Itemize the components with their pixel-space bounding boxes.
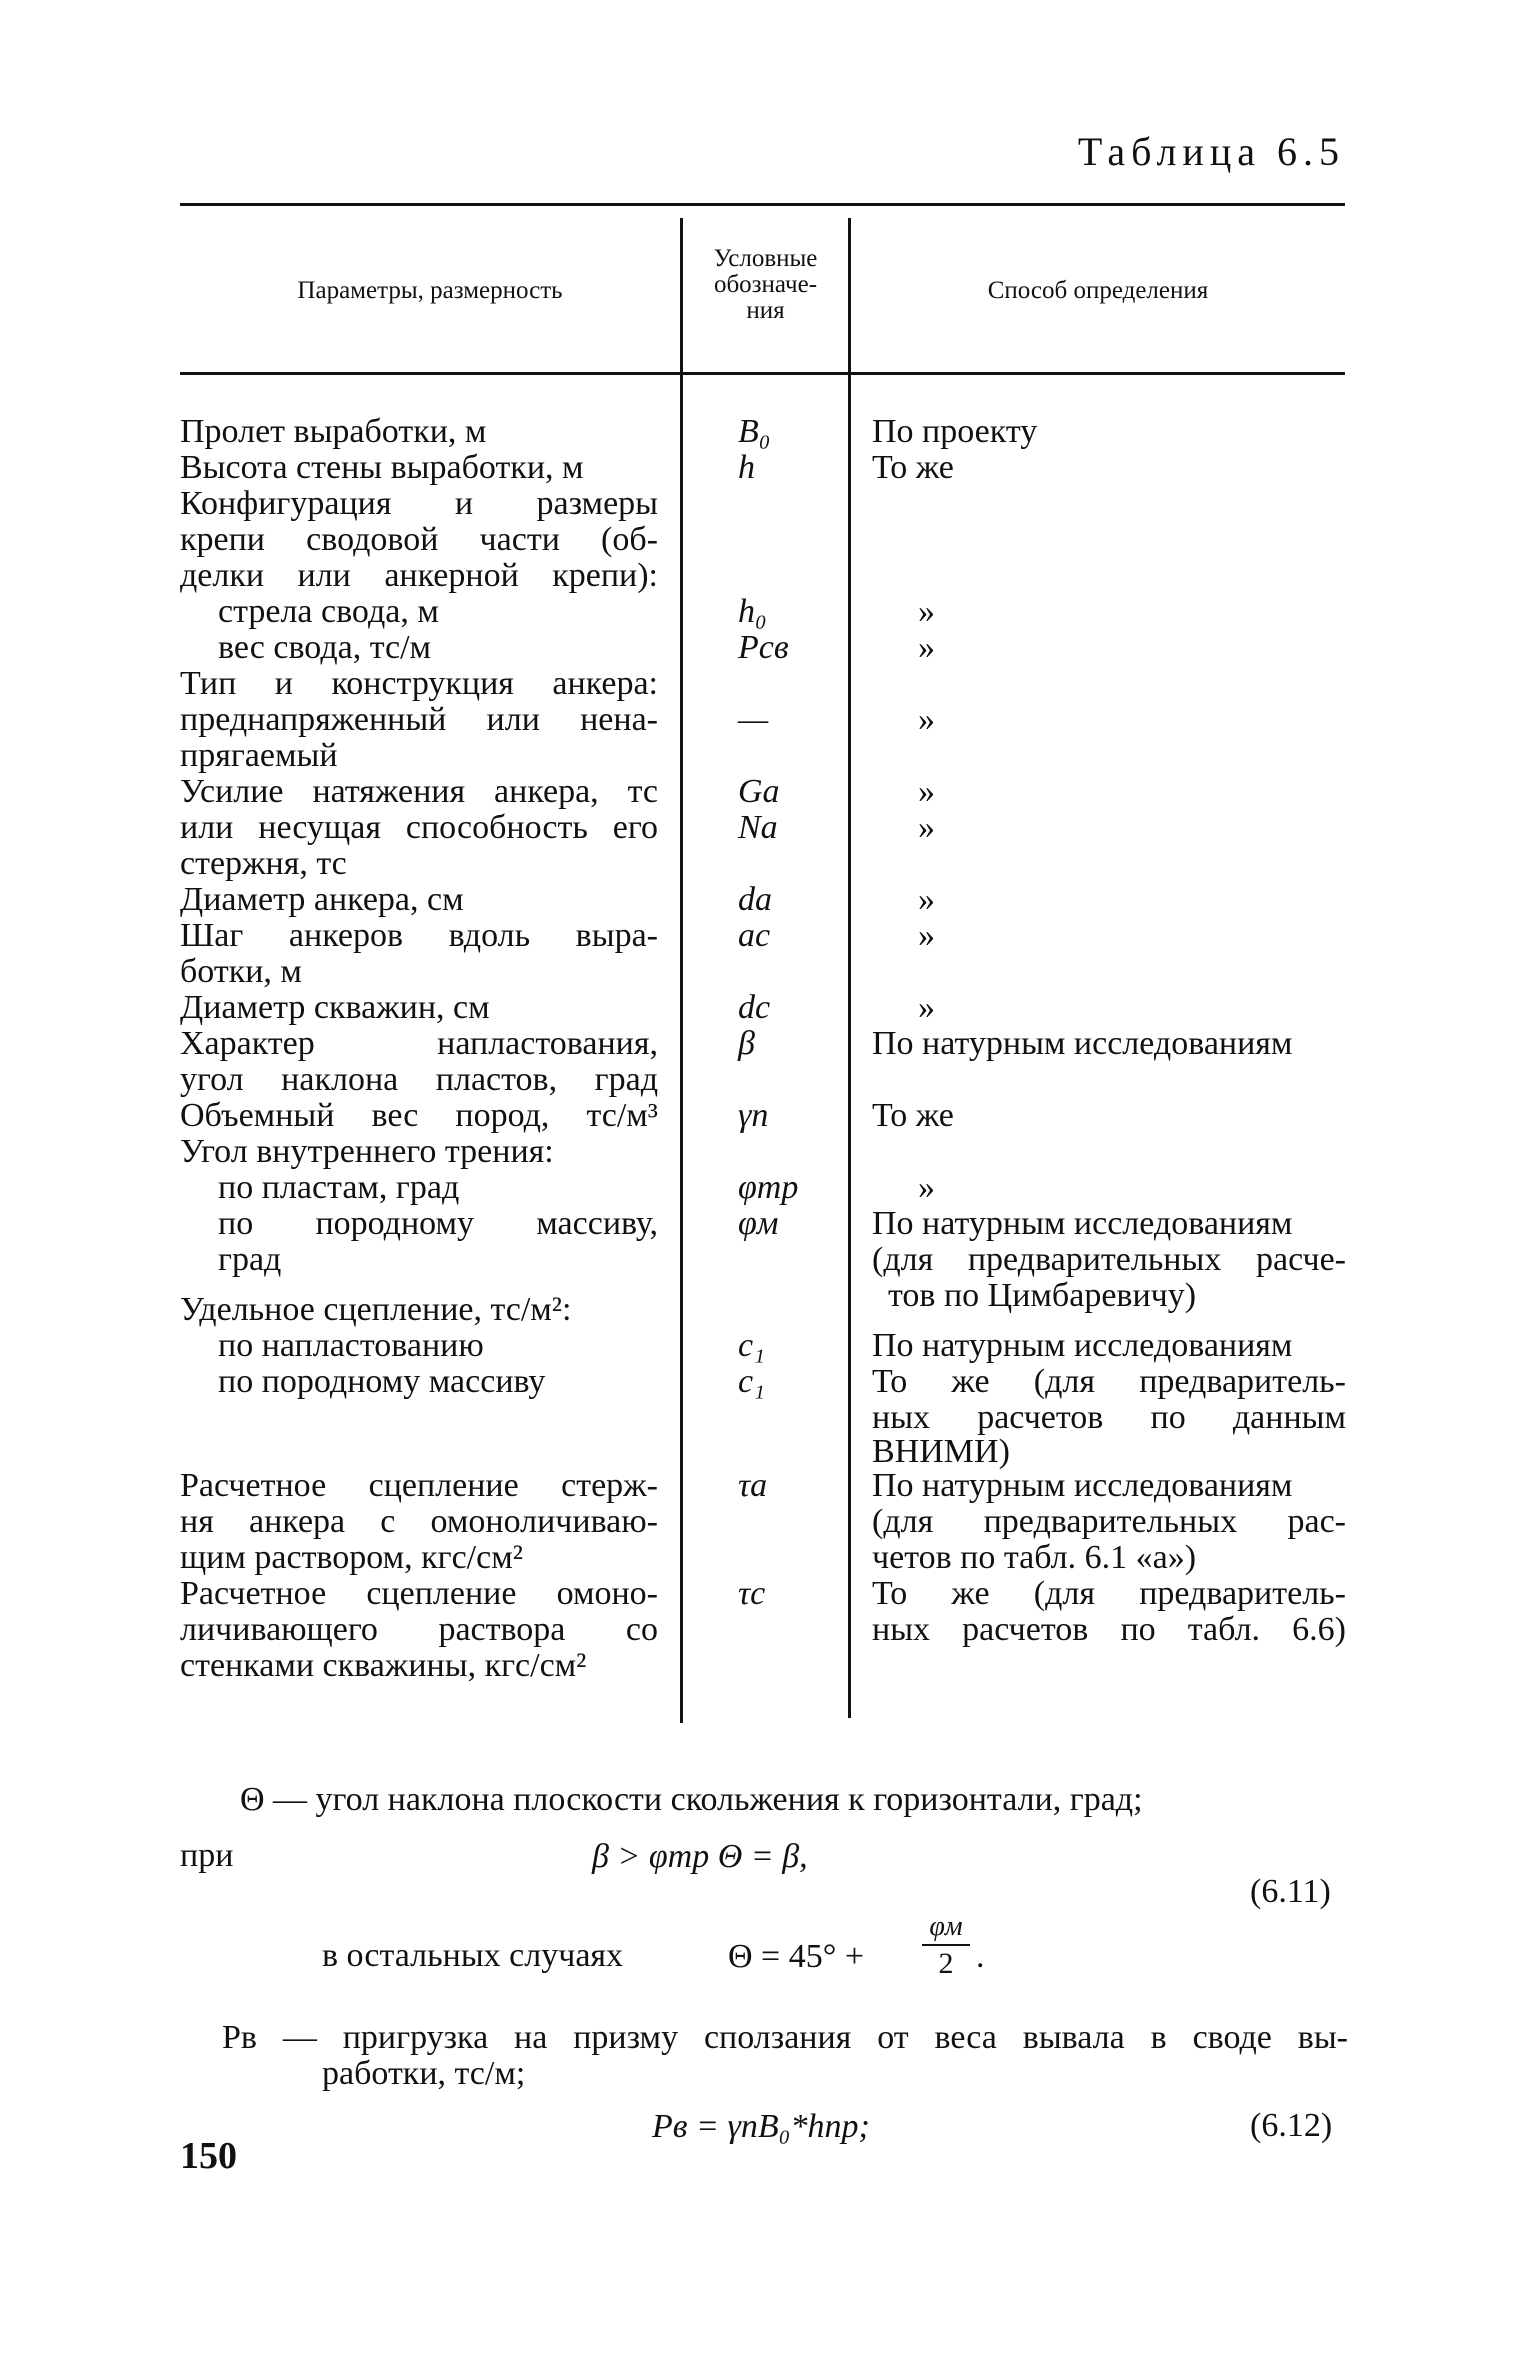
theta-condition: β > φтр Θ = β, (592, 1838, 808, 1875)
method-line: То же (для предваритель- (872, 1575, 1346, 1612)
symbol-cell: φм (738, 1205, 779, 1242)
method-spacer (872, 1062, 1346, 1098)
method-spacer (872, 558, 1346, 594)
fraction-denominator: 2 (938, 1947, 954, 1980)
header-symbols-line: Условные (713, 245, 818, 272)
param-line: ботки, м (180, 953, 302, 990)
param-line: Характер напластования, (180, 1025, 658, 1062)
method-line: (для предварительных расче- (872, 1241, 1346, 1278)
method-line: То же (872, 449, 954, 486)
otherwise-label: в остальных случаях (322, 1937, 624, 1974)
symbol-cell: Gа (738, 773, 780, 810)
method-line: ных расчетов по данным (872, 1399, 1346, 1436)
page-number: 150 (180, 2135, 237, 2177)
fraction-bar (922, 1944, 970, 1946)
pv-definition-line-1: Pв — пригрузка на призму сползания от веса вывала в своде вы- (222, 2019, 1348, 2056)
method-line: По натурным исследованиям (872, 1327, 1293, 1364)
method-line: » (918, 629, 935, 666)
symbol-cell: Pсв (738, 629, 789, 666)
method-line: » (918, 773, 935, 810)
method-column (872, 414, 1346, 1648)
symbol-cell (738, 1612, 838, 1648)
header-method: Способ определения (987, 277, 1209, 304)
symbol-cell: Nа (738, 809, 778, 846)
theta-fraction (918, 1912, 974, 1980)
method-line: » (918, 593, 935, 630)
param-line: Удельное сцепление, тс/м²: (180, 1291, 572, 1328)
param-line: ня анкера с омоноличиваю- (180, 1503, 658, 1540)
method-line: По натурным исследованиям (872, 1025, 1293, 1062)
method-line: » (918, 881, 935, 918)
symbol-cell: dа (738, 881, 772, 918)
param-line: Высота стены выработки, м (180, 449, 584, 486)
param-line: личивающего раствора со (180, 1611, 658, 1648)
method-spacer (872, 522, 1346, 558)
table-col-divider-1 (680, 218, 683, 1723)
header-symbols-line: обозначе- (713, 271, 818, 298)
param-line: Конфигурация и размеры (180, 485, 658, 522)
method-line: » (918, 917, 935, 954)
method-line: (для предварительных рас- (872, 1503, 1346, 1540)
pv-equation: Pв = γпB₀*hпр; (652, 2108, 870, 2145)
table-header-rule (180, 372, 1345, 375)
param-line: вес свода, тс/м (218, 629, 432, 666)
param-line: Расчетное сцепление стерж- (180, 1467, 658, 1504)
symbol-cell: γп (738, 1097, 769, 1134)
param-line: или несущая способность его (180, 809, 658, 846)
table-caption: Таблица 6.5 (1077, 129, 1345, 174)
symbol-cell: c₁ (738, 1327, 765, 1364)
theta-definition: Θ — угол наклона плоскости скольжения к горизонтали, град; (240, 1781, 1143, 1818)
symbol-spacer (738, 1278, 838, 1292)
header-params: Параметры, размерность (297, 277, 563, 304)
method-spacer (872, 954, 1346, 990)
symbol-cell: B₀ (738, 413, 771, 450)
param-spacer (180, 1400, 658, 1436)
when-label: при (180, 1837, 234, 1874)
symbol-cell (738, 954, 838, 990)
method-spacer (872, 1134, 1346, 1170)
symbol-cell: φтр (738, 1169, 799, 1206)
method-spacer (872, 1314, 1346, 1328)
param-line: преднапряженный или нена- (180, 701, 658, 738)
param-line: прягаемый (180, 737, 338, 774)
symbol-cell (738, 1540, 838, 1576)
symbol-cell (738, 1292, 838, 1328)
pv-definition-line-2: работки, тс/м; (322, 2055, 526, 2092)
method-spacer (872, 846, 1346, 882)
param-line: угол наклона пластов, град (180, 1061, 658, 1098)
symbol-cell: h (738, 449, 755, 486)
symbol-cell (738, 846, 838, 882)
param-line: стенками скважины, кгс/см² (180, 1647, 587, 1684)
symbol-cell: h₀ (738, 593, 767, 630)
symbol-cell (738, 1648, 838, 1684)
method-line: То же (872, 1097, 954, 1134)
theta-equation: Θ = 45° + (728, 1938, 864, 1975)
param-line: по пластам, град (218, 1169, 460, 1206)
symbol-spacer (738, 1436, 838, 1468)
method-line: четов по табл. 6.1 «а») (872, 1539, 1197, 1576)
param-line: стержня, тс (180, 845, 347, 882)
symbol-cell: — (738, 701, 769, 738)
fraction-numerator: φм (929, 1911, 963, 1942)
param-line: Диаметр анкера, см (180, 881, 464, 918)
method-line: По проекту (872, 413, 1038, 450)
symbol-cell: c₁ (738, 1363, 765, 1400)
header-symbols (683, 246, 848, 324)
method-spacer (872, 666, 1346, 702)
param-line: крепи сводовой части (об- (180, 521, 658, 558)
symbol-cell (738, 558, 838, 594)
symbols-column (738, 414, 838, 1684)
method-line: По натурным исследованиям (872, 1467, 1293, 1504)
method-line: » (918, 989, 935, 1026)
method-line: тов по Цимбаревичу) (888, 1277, 1197, 1314)
symbol-cell (738, 1400, 838, 1436)
table-top-rule (180, 203, 1345, 206)
param-line: Пролет выработки, м (180, 413, 487, 450)
param-spacer (180, 1278, 658, 1292)
symbol-cell (738, 1504, 838, 1540)
param-line: по породному массиву (218, 1363, 546, 1400)
params-column (180, 414, 658, 1684)
param-line: делки или анкерной крепи): (180, 557, 658, 594)
param-line: Тип и конструкция анкера: (180, 665, 658, 702)
method-line: То же (для предваритель- (872, 1363, 1346, 1400)
method-line: ВНИМИ) (872, 1433, 1010, 1470)
symbol-cell (738, 738, 838, 774)
equation-number-6-11: (6.11) (1250, 1873, 1331, 1910)
symbol-cell (738, 1062, 838, 1098)
table-col-divider-2 (848, 218, 851, 1718)
symbol-cell: τа (738, 1467, 768, 1504)
symbol-cell (738, 1242, 838, 1278)
param-spacer (180, 1436, 658, 1468)
symbol-cell (738, 486, 838, 522)
symbol-cell (738, 666, 838, 702)
param-line: Угол внутреннего трения: (180, 1133, 554, 1170)
symbol-cell: β (738, 1025, 755, 1062)
method-spacer (872, 738, 1346, 774)
symbol-cell: dс (738, 989, 771, 1026)
param-line: по породному массиву, (218, 1205, 658, 1242)
param-line: стрела свода, м (218, 593, 439, 630)
symbol-cell (738, 522, 838, 558)
param-line: Объемный вес пород, тс/м³ (180, 1097, 658, 1134)
symbol-cell (738, 1134, 838, 1170)
param-line: град (218, 1241, 282, 1278)
method-line: » (918, 809, 935, 846)
method-line: ных расчетов по табл. 6.6) (872, 1611, 1346, 1648)
symbol-cell: aс (738, 917, 771, 954)
method-line: » (918, 701, 935, 738)
method-line: » (918, 1169, 935, 1206)
param-line: Диаметр скважин, см (180, 989, 490, 1026)
symbol-cell: τс (738, 1575, 766, 1612)
param-line: Шаг анкеров вдоль выра- (180, 917, 658, 954)
method-line: По натурным исследованиям (872, 1205, 1293, 1242)
method-spacer (872, 486, 1346, 522)
header-symbols-line: ния (746, 297, 785, 324)
equation-number-6-12: (6.12) (1250, 2107, 1333, 2144)
param-line: по напластованию (218, 1327, 484, 1364)
fraction-dot: . (976, 1938, 985, 1975)
param-line: щим раствором, кгс/см² (180, 1539, 523, 1576)
param-line: Расчетное сцепление омоно- (180, 1575, 658, 1612)
param-line: Усилие натяжения анкера, тс (180, 773, 658, 810)
